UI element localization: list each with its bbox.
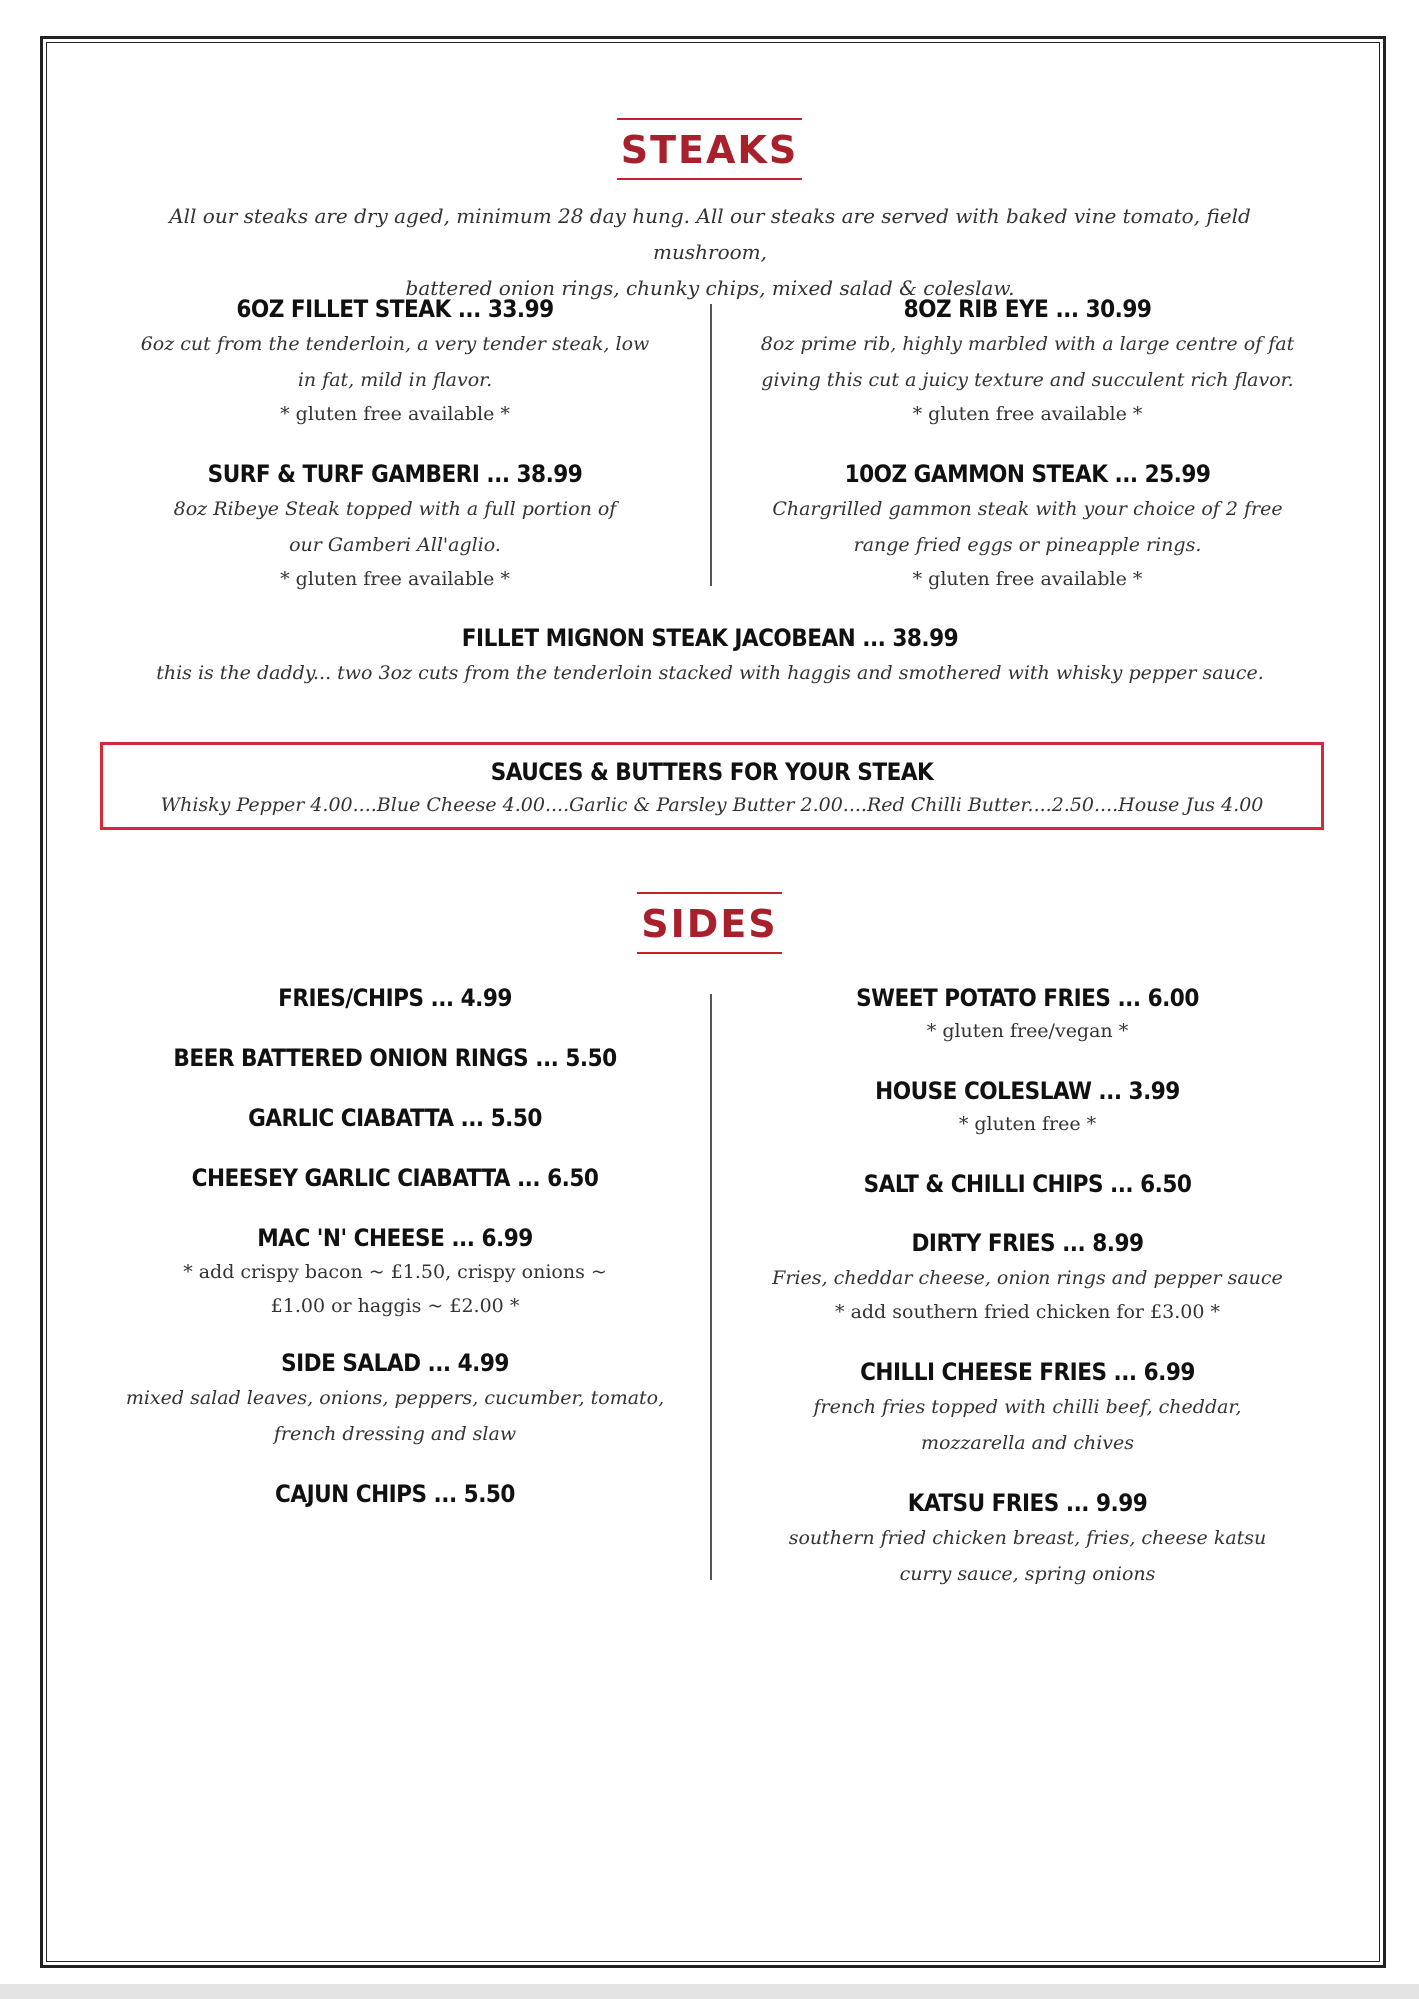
side-item-katsu-fries (750, 1486, 1305, 1592)
side-item-chilli-cheese-fries (750, 1355, 1305, 1461)
item-note: * gluten free * (958, 1113, 1097, 1135)
side-item-garlic-ciabatta (120, 1101, 670, 1135)
side-item-side-salad (120, 1346, 670, 1452)
item-note: * gluten free/vegan * (926, 1020, 1129, 1042)
menu-item-10oz-gammon (750, 457, 1305, 595)
sauces-box (100, 742, 1324, 830)
steaks-intro-line-2: battered onion rings, chunky chips, mixed salad & coleslaw. (405, 276, 1015, 300)
item-name: CHEESEY GARLIC CIABATTA ... 6.50 (191, 1164, 599, 1192)
item-name: 6OZ FILLET STEAK ... 33.99 (236, 295, 554, 323)
sides-column-divider (710, 994, 712, 1580)
menu-item-6oz-fillet (120, 292, 670, 430)
side-item-sweet-potato-fries (750, 981, 1305, 1047)
sauces-title: SAUCES & BUTTERS FOR YOUR STEAK (490, 758, 934, 786)
item-note: * gluten free available * (280, 403, 510, 425)
item-name: SALT & CHILLI CHIPS ... 6.50 (863, 1170, 1192, 1198)
side-item-cheesey-garlic-ciabatta (120, 1161, 670, 1195)
item-name: 10OZ GAMMON STEAK ... 25.99 (844, 460, 1211, 488)
sides-heading (0, 892, 1419, 954)
item-name: DIRTY FRIES ... 8.99 (911, 1229, 1144, 1257)
item-description: 8oz prime rib, highly marbled with a large centre of fat giving this cut a juicy texture and succulent rich flavor. (760, 333, 1295, 391)
item-name: FILLET MIGNON STEAK JACOBEAN ... 38.99 (461, 624, 959, 652)
item-name: CAJUN CHIPS ... 5.50 (275, 1480, 515, 1508)
item-note: * gluten free available * (912, 568, 1143, 590)
steaks-column-divider (710, 304, 712, 586)
steaks-heading (0, 118, 1419, 180)
item-name: KATSU FRIES ... 9.99 (907, 1489, 1148, 1517)
menu-item-8oz-rib-eye (750, 292, 1305, 430)
steaks-intro-line-1: All our steaks are dry aged, minimum 28 day hung. All our steaks are served with baked vine tomato, field mushroom, (169, 204, 1251, 264)
item-note: * gluten free available * (280, 568, 510, 590)
item-description: french fries topped with chilli beef, cheddar, mozzarella and chives (813, 1396, 1242, 1454)
item-name: FRIES/CHIPS ... 4.99 (278, 984, 512, 1012)
item-name: HOUSE COLESLAW ... 3.99 (875, 1077, 1180, 1105)
item-description: Fries, cheddar cheese, onion rings and pepper sauce (772, 1267, 1283, 1289)
side-item-salt-chilli-chips (750, 1167, 1305, 1201)
side-item-dirty-fries (750, 1226, 1305, 1328)
steaks-heading-text: STEAKS (617, 118, 802, 180)
sides-heading-text: SIDES (637, 892, 781, 954)
side-item-mac-n-cheese (120, 1221, 670, 1323)
item-name: 8OZ RIB EYE ... 30.99 (903, 295, 1152, 323)
item-name: SIDE SALAD ... 4.99 (281, 1349, 509, 1377)
item-name: BEER BATTERED ONION RINGS ... 5.50 (173, 1044, 617, 1072)
sauces-list: Whisky Pepper 4.00....Blue Cheese 4.00....Garlic & Parsley Butter 2.00....Red Chilli Butter....2.50....House Jus 4.00 (160, 794, 1264, 816)
item-name: SWEET POTATO FRIES ... 6.00 (856, 984, 1199, 1012)
menu-item-fillet-mignon (120, 621, 1300, 691)
side-item-onion-rings (120, 1041, 670, 1075)
item-description: mixed salad leaves, onions, peppers, cucumber, tomato, french dressing and slaw (125, 1387, 665, 1445)
steaks-intro (140, 198, 1280, 306)
item-note: * add crispy bacon ~ £1.50, crispy onions ~ £1.00 or haggis ~ £2.00 * (183, 1261, 607, 1317)
item-name: CHILLI CHEESE FRIES ... 6.99 (860, 1358, 1195, 1386)
item-description: this is the daddy... two 3oz cuts from the tenderloin stacked with haggis and smothered with whisky pepper sauce. (156, 662, 1264, 684)
item-name: SURF & TURF GAMBERI ... 38.99 (207, 460, 583, 488)
item-description: Chargrilled gammon steak with your choice of 2 free range fried eggs or pineapple rings. (772, 498, 1283, 556)
item-name: GARLIC CIABATTA ... 5.50 (248, 1104, 542, 1132)
item-description: 8oz Ribeye Steak topped with a full portion of our Gamberi All'aglio. (173, 498, 617, 556)
item-note: * add southern fried chicken for £3.00 * (835, 1301, 1220, 1323)
page-bottom-bar (0, 1984, 1419, 1999)
item-note: * gluten free available * (912, 403, 1143, 425)
item-name: MAC 'N' CHEESE ... 6.99 (257, 1224, 533, 1252)
menu-item-surf-turf (120, 457, 670, 595)
item-description: southern fried chicken breast, fries, cheese katsu curry sauce, spring onions (788, 1527, 1267, 1585)
item-description: 6oz cut from the tenderloin, a very tender steak, low in fat, mild in flavor. (140, 333, 650, 391)
side-item-fries (120, 981, 670, 1015)
side-item-cajun-chips (120, 1477, 670, 1511)
side-item-house-coleslaw (750, 1074, 1305, 1140)
